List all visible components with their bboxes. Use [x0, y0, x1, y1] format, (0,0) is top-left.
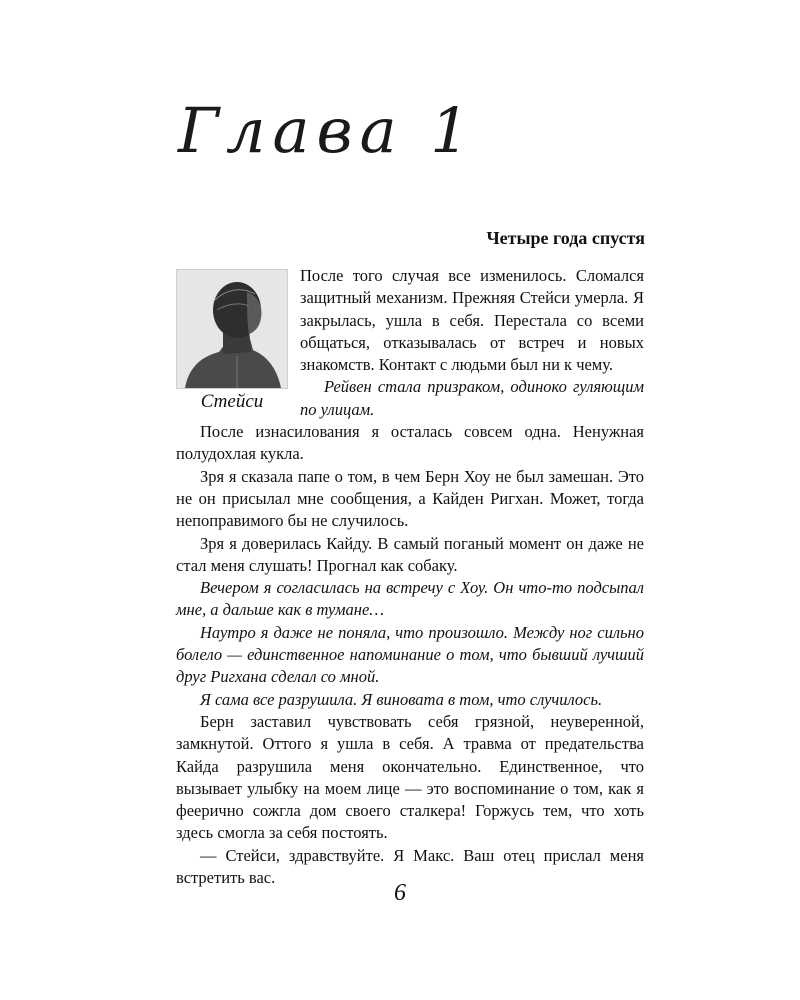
page-number: 6 — [394, 880, 406, 906]
character-portrait — [176, 269, 288, 413]
chapter-title: Глава 1 — [178, 94, 477, 167]
paragraph: Рейвен стала призраком, одиноко гуляющим по улицам. — [300, 377, 644, 419]
paragraph: Зря я доверилась Кайду. В самый поганый момент он даже не стал меня слушать! Прогнал как собаку. — [176, 533, 644, 575]
paragraph: Берн заставил чувствовать себя грязной, неуверенной, замкнутой. Оттого я ушла в себя. А травма от предательства Кайда разрушила меня окончательно. Единственное, что вызывает улыбку на моем лице — это воспоминание о том, как я феерично сожгла дом своего сталкера! Горжусь тем, что хоть здесь смогла за себя постоять. — [176, 711, 644, 843]
paragraph: После изнасилования я осталась совсем одна. Ненужная полудохлая кукла. — [176, 422, 644, 464]
section-subtitle: Четыре года спустя — [486, 228, 645, 248]
paragraph: — Стейси, здравствуйте. Я Макс. Ваш отец прислал меня встретить вас. — [176, 845, 644, 888]
body-text — [176, 265, 644, 889]
woman-silhouette-icon — [176, 269, 288, 389]
paragraph: Наутро я даже не поняла, что произошло. Между ног сильно болело — единственное напоминание о том, что бывший лучший друг Ригхана сделал со мной. — [176, 622, 644, 687]
paragraph: Вечером я согласилась на встречу с Хоу. Он что-то подсыпал мне, а дальше как в тумане… — [176, 578, 644, 620]
paragraph: После того случая все изменилось. Сломался защитный механизм. Прежняя Стейси умерла. Я закрылась, ушла в себя. Перестала со всеми общаться, отказывалась от встреч и новых знакомств. Контакт с людьми был ни к чему. — [300, 266, 644, 375]
paragraph: Я сама все разрушила. Я виновата в том, что случилось. — [200, 689, 603, 709]
paragraph: Зря я сказала папе о том, в чем Берн Хоу не был замешан. Это не он присылал мне сообщения, а Кайден Ригхан. Может, тогда непоправимого бы не случилось. — [176, 466, 644, 531]
portrait-caption: Стейси — [200, 391, 264, 412]
